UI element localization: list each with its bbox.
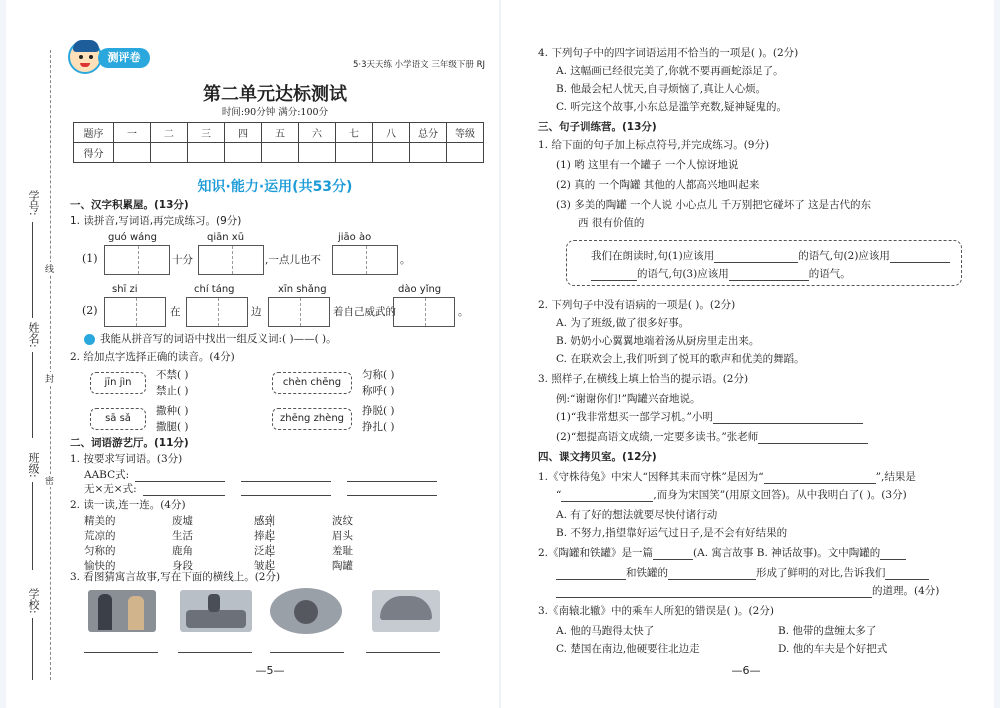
- r-question-6: 2.《陶罐和铁罐》是一篇 (A. 寓言故事 B. 神话故事)。文中陶罐的: [538, 546, 1000, 560]
- r-question-1: 1. 给下面的句子加上标点符号,并完成练习。(9分): [538, 139, 770, 151]
- score-head-10: 等级: [447, 123, 484, 143]
- reading-word: 称呼( ): [362, 385, 395, 397]
- score-cell-2[interactable]: [151, 143, 188, 163]
- test-title: 第二单元达标测试: [203, 84, 347, 105]
- row1-text1: 十分: [172, 254, 193, 266]
- match-word[interactable]: 废墟: [172, 515, 193, 527]
- match-word[interactable]: 捧起: [254, 530, 275, 542]
- row1-text3: 。: [400, 254, 411, 266]
- score-cell-5[interactable]: [262, 143, 299, 163]
- score-head-3: 三: [188, 123, 225, 143]
- match-word[interactable]: 荒凉的: [84, 530, 116, 542]
- score-head-4: 四: [225, 123, 262, 143]
- q3-wuxwux: 无×无×式:: [84, 482, 1000, 496]
- pinyin-qianxu: qiān xū: [207, 232, 245, 243]
- reading-pinyin-box: zhēng zhèng: [272, 408, 352, 430]
- r-q1-sentence-2: (2) 真的 一个陶罐 其他的人都高兴地叫起来: [556, 179, 760, 191]
- fable-answer-1[interactable]: [84, 652, 158, 653]
- score-head-6: 六: [299, 123, 336, 143]
- fable-image-3: [270, 588, 342, 634]
- row2-num: (2): [82, 304, 98, 317]
- series-header: 5·3天天练 小学语文 三年级下册 RJ: [352, 60, 485, 70]
- question-1: 1. 读拼音,写词语,再完成练习。(9分): [70, 215, 242, 227]
- cartoon-face-icon: [68, 40, 102, 74]
- score-cell-6[interactable]: [299, 143, 336, 163]
- score-table: [73, 122, 484, 163]
- r-q1-sentence-3: (3) 多美的陶罐 一个人说 小心点儿 千万别把它碰坏了 这是古代的东: [556, 199, 872, 211]
- score-head-5: 五: [262, 123, 299, 143]
- fable-answer-2[interactable]: [178, 652, 252, 653]
- side-label-class: 班级:: [27, 452, 40, 478]
- score-cell-4[interactable]: [225, 143, 262, 163]
- score-row-label: 得分: [74, 143, 114, 163]
- match-word[interactable]: 生活: [172, 530, 193, 542]
- row2-text1: 在: [170, 306, 181, 318]
- pinyin-daoying: dào yǐng: [398, 284, 442, 295]
- r-q1-sentence-1: (1) 哟 这里有一个罐子 一个人惊讶地说: [556, 159, 739, 171]
- page-number-right: —6—: [731, 664, 761, 677]
- match-word[interactable]: 羞耻: [332, 545, 353, 557]
- reading-pinyin-box: chèn chēng: [272, 372, 352, 394]
- section-banner: 知识·能力·运用(共53分): [197, 179, 353, 195]
- r-question-6-end: 的道理。(4分): [556, 584, 1000, 598]
- row1-text2: ,一点儿也不: [265, 254, 321, 266]
- fable-image-1: [88, 590, 156, 632]
- reading-word: 撒种( ): [156, 405, 189, 417]
- pinyin-xinshang: xīn shǎng: [278, 284, 327, 295]
- score-cell-3[interactable]: [188, 143, 225, 163]
- match-word[interactable]: 皱起: [254, 560, 275, 572]
- r-q3-a: (1)“我非常想买一部学习机。”小明: [556, 410, 1000, 424]
- question-3: 1. 按要求写词语。(3分): [70, 453, 183, 465]
- page-number-left: —5—: [255, 664, 285, 677]
- r-question-5: 1.《守株待兔》中宋人“因释其耒而守株”是因为“ ”,结果是: [538, 471, 916, 483]
- r-question-6-cont: 和铁罐的 形成了鲜明的对比,告诉我们: [556, 566, 1000, 580]
- write-grid-7[interactable]: [393, 297, 455, 327]
- match-word[interactable]: 愉快的: [84, 560, 116, 572]
- row2-text2: 边: [251, 306, 262, 318]
- question-1b: 我能从拼音写的词语中找出一组反义词:( )——( )。: [100, 333, 337, 345]
- write-grid-3[interactable]: [332, 245, 398, 275]
- match-word[interactable]: 匀称的: [84, 545, 116, 557]
- write-grid-5[interactable]: [186, 297, 248, 327]
- match-word[interactable]: 眉头: [332, 530, 353, 542]
- match-word[interactable]: 精美的: [84, 515, 116, 527]
- r-q7-option-a: A. 他的马跑得太快了: [556, 625, 655, 637]
- pinyin-guowang: guó wáng: [108, 232, 157, 243]
- reading-word: 挣脱( ): [362, 405, 395, 417]
- row2-text4: 。: [458, 306, 469, 318]
- side-label-school: 学校:: [27, 588, 40, 614]
- score-cell-9[interactable]: [410, 143, 447, 163]
- score-head-8: 八: [373, 123, 410, 143]
- fable-image-4: [372, 590, 440, 632]
- r-q7-option-b: B. 他带的盘缠太多了: [778, 625, 877, 637]
- score-head-0: 题序: [74, 123, 114, 143]
- question-4: 2. 读一读,连一连。(4分): [70, 499, 186, 511]
- r-q4-option-b: B. 他最会杞人忧天,自寻烦恼了,真让人心烦。: [556, 83, 767, 95]
- match-word[interactable]: 感到: [254, 515, 275, 527]
- match-word[interactable]: 波纹: [332, 515, 353, 527]
- r-question-4: 4. 下列句子中的四字词语运用不恰当的一项是( )。(2分): [538, 47, 799, 59]
- section-4-title: 四、课文拷贝室。(12分): [538, 451, 657, 463]
- r-q3-b: (2)“想提高语文成绩,一定要多读书。”张老师: [556, 430, 1000, 444]
- score-head-9: 总分: [410, 123, 447, 143]
- reading-word: 匀称( ): [362, 369, 395, 381]
- fable-image-2: [180, 590, 252, 632]
- reading-word: 不禁( ): [156, 369, 189, 381]
- r-q2-option-c: C. 在联欢会上,我们听到了悦耳的歌声和优美的舞蹈。: [556, 353, 805, 365]
- reading-pinyin-box: jīn jìn: [90, 372, 146, 394]
- fable-answer-3[interactable]: [270, 652, 344, 653]
- pinyin-jiaoao: jiāo ào: [338, 232, 372, 243]
- row1-num: (1): [82, 252, 98, 265]
- reading-word: 禁止( ): [156, 385, 189, 397]
- r-q4-option-c: C. 听完这个故事,小东总是滥竽充数,疑神疑鬼的。: [556, 101, 788, 113]
- score-head-2: 二: [151, 123, 188, 143]
- reading-pinyin-box: sā sǎ: [90, 408, 146, 430]
- reading-word: 撒腿( ): [156, 421, 189, 433]
- r-q5-option-b: B. 不努力,指望靠好运气过日子,是不会有好结果的: [556, 527, 788, 539]
- score-cell-7[interactable]: [336, 143, 373, 163]
- r-q2-option-a: A. 为了班级,做了很多好事。: [556, 317, 690, 329]
- reading-word: 挣扎( ): [362, 421, 395, 433]
- write-grid-4[interactable]: [104, 297, 166, 327]
- score-cell-8[interactable]: [373, 143, 410, 163]
- r-q4-option-a: A. 这幅画已经很完美了,你就不要再画蛇添足了。: [556, 65, 784, 77]
- badge: 测评卷: [68, 40, 150, 74]
- question-2: 2. 给加点字选择正确的读音。(4分): [70, 351, 235, 363]
- r-q3-example: 例:“谢谢你们!”陶罐兴奋地说。: [556, 393, 701, 405]
- side-mark-feng: 封: [45, 372, 57, 385]
- score-cell-10[interactable]: [447, 143, 484, 163]
- time-score: 时间:90分钟 满分:100分: [221, 107, 329, 118]
- r-q2-option-b: B. 奶奶小心翼翼地端着汤从厨房里走出来。: [556, 335, 760, 347]
- binding-cut-line: [50, 50, 51, 680]
- side-mark-mi: 密: [45, 474, 57, 487]
- r-question-3: 3. 照样子,在横线上填上恰当的提示语。(2分): [538, 373, 749, 385]
- section-1-title: 一、汉字积累屋。(13分): [70, 199, 189, 211]
- write-grid-1[interactable]: [104, 245, 170, 275]
- side-label-name: 姓名:: [27, 322, 40, 348]
- reading-tone-box: 我们在朗读时,句(1)应该用 的语气,句(2)应该用 的语气,句(3)应该用 的语气。: [566, 240, 962, 286]
- pinyin-shizi: shī zi: [112, 284, 138, 295]
- section-2-title: 二、词语游艺厅。(11分): [70, 437, 189, 449]
- r-q7-option-c: C. 楚国在南边,他硬要往北边走: [556, 643, 700, 655]
- match-word[interactable]: 身段: [172, 560, 193, 572]
- fable-answer-4[interactable]: [366, 652, 440, 653]
- left-binding-strip: [0, 0, 6, 708]
- score-head-7: 七: [336, 123, 373, 143]
- question-5: 3. 看图猜寓言故事,写在下面的横线上。(2分): [70, 571, 281, 583]
- write-grid-6[interactable]: [268, 297, 330, 327]
- row2-text3: 着自己威武的: [333, 306, 396, 318]
- r-question-2: 2. 下列句子中没有语病的一项是( )。(2分): [538, 299, 736, 311]
- r-q7-option-d: D. 他的车夫是个好把式: [778, 643, 888, 655]
- r-q5-option-a: A. 有了好的想法就要尽快付诸行动: [556, 509, 718, 521]
- match-word[interactable]: 泛起: [254, 545, 275, 557]
- r-q1-sentence-3b: 西 很有价值的: [578, 217, 645, 229]
- pinyin-chitang: chí táng: [194, 284, 235, 295]
- match-word[interactable]: 陶罐: [332, 560, 353, 572]
- r-question-7: 3.《南辕北辙》中的乘车人所犯的错误是( )。(2分): [538, 605, 774, 617]
- match-word[interactable]: 鹿角: [172, 545, 193, 557]
- score-head-1: 一: [114, 123, 151, 143]
- side-label-id: 学号:: [27, 190, 40, 216]
- q3-aabc: AABC式:: [84, 468, 1000, 482]
- r-question-5-cont: “ ,而身为宋国笑”(用原文回答)。从中我明白了( )。(3分): [556, 489, 907, 501]
- pencil-icon: [84, 334, 95, 345]
- section-3-title: 三、句子训练营。(13分): [538, 121, 657, 133]
- side-mark-xian: 线: [45, 262, 57, 275]
- score-cell-1[interactable]: [114, 143, 151, 163]
- write-grid-2[interactable]: [198, 245, 264, 275]
